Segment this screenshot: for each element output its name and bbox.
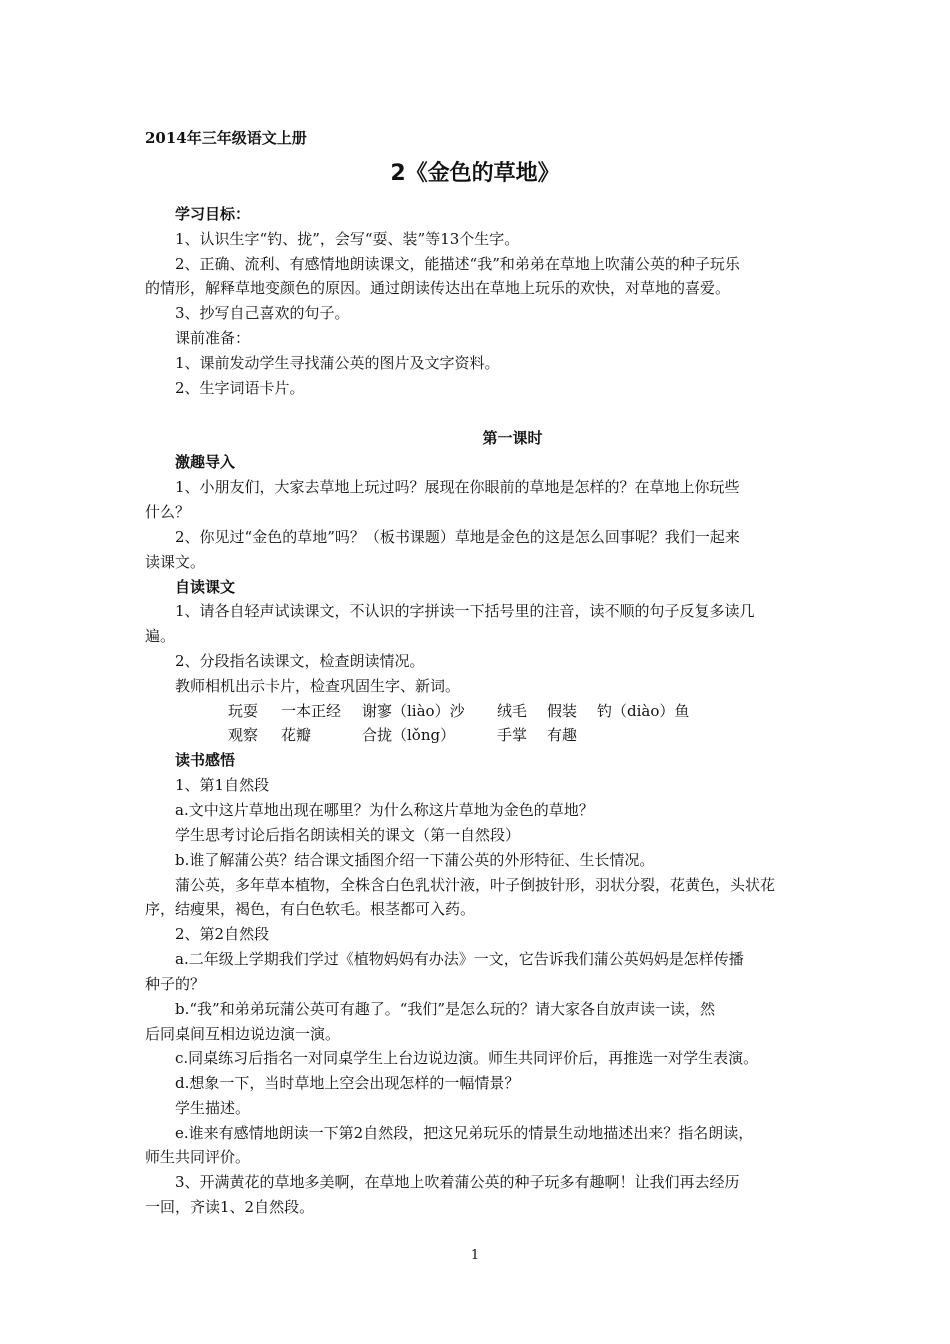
reading-s2e: e.谁来有感情地朗读一下第2自然段，把这兄弟玩乐的情景生动地描述出来？指名朗读， (175, 1124, 754, 1142)
prep-heading: 课前准备： (175, 329, 251, 347)
reading-s3-cont: 一回，齐读1、2自然段。 (145, 1198, 315, 1216)
vocab-word: 玩耍 (228, 702, 259, 720)
vocab-word: 观察 (228, 726, 259, 744)
reading-s1b: b.谁了解蒲公英？结合课文插图介绍一下蒲公英的外形特征、生长情况。 (175, 851, 655, 869)
document-header: 2014年三年级语文上册 (145, 129, 307, 147)
vocab-word: 手掌 (497, 726, 528, 744)
reading-s2a-cont: 种子的？ (145, 975, 206, 993)
vocab-word: 有趣 (547, 726, 578, 744)
vocab-word: 合拢（lǒng） (362, 726, 456, 744)
selfread-p1-cont: 遍。 (145, 627, 176, 645)
goals-heading: 学习目标： (175, 205, 251, 223)
intro-p2: 2、你见过“金色的草地”吗？（板书课题）草地是金色的这是怎么回事呢？我们一起来 (175, 528, 740, 546)
reading-s2a: a.二年级上学期我们学过《植物妈妈有办法》一文，它告诉我们蒲公英妈妈是怎样传播 (175, 950, 744, 968)
vocab-word: 钓（diào）鱼 (597, 702, 690, 720)
selfread-p2: 2、分段指名读课文，检查朗读情况。 (175, 652, 425, 670)
vocab-word: 一本正经 (281, 702, 342, 720)
reading-s2b-cont: 后同桌间互相边说边演一演。 (145, 1025, 341, 1043)
prep-item-2: 2、生字词语卡片。 (175, 379, 305, 397)
reading-s2: 2、第2自然段 (175, 925, 270, 943)
page-number: 1 (470, 1248, 480, 1263)
intro-p1-cont: 什么？ (145, 503, 191, 521)
reading-s3: 3、开满黄花的草地多美啊，在草地上吹着蒲公英的种子玩多有趣啊！让我们再去经历 (175, 1173, 740, 1191)
reading-s2b: b.“我”和弟弟玩蒲公英可有趣了。“我们”是怎么玩的？请大家各自放声读一读，然 (175, 1000, 716, 1018)
reading-s1: 1、第1自然段 (175, 776, 270, 794)
selfread-p1: 1、请各自轻声试读课文，不认识的字拼读一下括号里的注音，读不顺的句子反复多读几 (175, 602, 755, 620)
reading-heading: 读书感悟 (175, 751, 236, 769)
reading-s1c: 蒲公英，多年草本植物，全株含白色乳状汁液，叶子倒披针形，羽状分裂，花黄色，头状花 (175, 876, 776, 894)
goal-item-1: 1、认识生字“钓、拢”，会写“耍、装”等13个生字。 (175, 230, 520, 248)
reading-s2c: c.同桌练习后指名一对同桌学生上台边说边演。师生共同评价后，再推选一对学生表演。 (175, 1049, 759, 1067)
reading-s2d: d.想象一下，当时草地上空会出现怎样的一幅情景？ (175, 1074, 520, 1092)
vocab-word: 绒毛 (497, 702, 528, 720)
goal-item-2: 2、正确、流利、有感情地朗读课文，能描述“我”和弟弟在草地上吹蒲公英的种子玩乐 (175, 255, 740, 273)
intro-heading: 激趣导入 (175, 453, 236, 471)
reading-s2e-cont: 师生共同评价。 (145, 1148, 251, 1166)
vocab-word: 花瓣 (281, 726, 312, 744)
vocab-word: 假装 (547, 702, 578, 720)
lesson-title: 2《金色的草地》 (390, 161, 560, 186)
goal-item-3: 3、抄写自己喜欢的句子。 (175, 304, 350, 322)
selfread-p3: 教师相机出示卡片，检查巩固生字、新词。 (175, 677, 461, 695)
selfread-heading: 自读课文 (175, 578, 236, 596)
lesson-1-heading: 第一课时 (482, 429, 543, 447)
reading-s1a: a.文中这片草地出现在哪里？为什么称这片草地为金色的草地？ (175, 801, 594, 819)
reading-s1a2: 学生思考讨论后指名朗读相关的课文（第一自然段） (175, 826, 521, 844)
reading-s2d2: 学生描述。 (175, 1099, 251, 1117)
vocab-word: 谢寥（liào）沙 (362, 702, 465, 720)
prep-item-1: 1、课前发动学生寻找蒲公英的图片及文字资料。 (175, 354, 500, 372)
goal-item-2-cont: 的情形，解释草地变颜色的原因。通过朗读传达出在草地上玩乐的欢快，对草地的喜爱。 (145, 279, 731, 297)
intro-p2-cont: 读课文。 (145, 553, 206, 571)
reading-s1c-cont: 序，结瘦果，褐色，有白色软毛。根茎都可入药。 (145, 900, 476, 918)
intro-p1: 1、小朋友们，大家去草地上玩过吗？展现在你眼前的草地是怎样的？在草地上你玩些 (175, 478, 740, 496)
